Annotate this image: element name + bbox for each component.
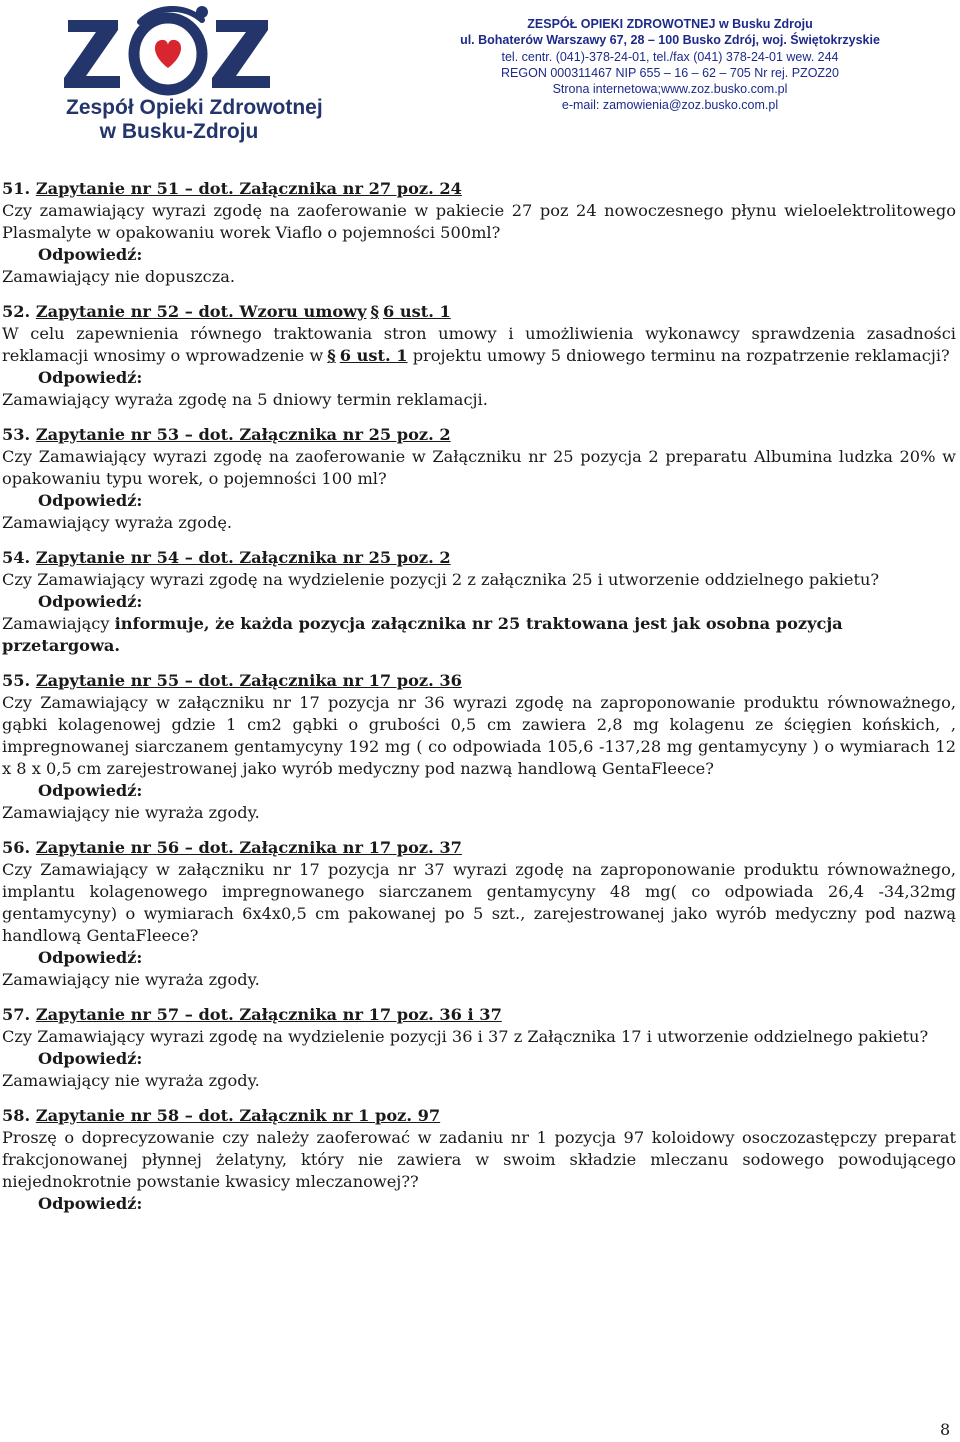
page-number: 8: [940, 1420, 951, 1439]
answer-text: Zamawiający nie wyraża zgody.: [2, 970, 260, 989]
question-title: 58. Zapytanie nr 58 – dot. Załącznik nr 1 poz. 97: [2, 1106, 441, 1125]
answer-label: Odpowiedź:: [38, 781, 143, 800]
institution-website[interactable]: Strona internetowa;www.zoz.busko.com.pl: [552, 82, 788, 97]
question-text: W celu zapewnienia równego traktowania stron umowy i umożliwienia wykonawcy sprawdzenia zasadności reklamacji wnosimy o wprowadzenie w § 6 ust. 1 projektu umowy 5 dniowego terminu na rozpatrzenie reklamacji?: [2, 324, 956, 365]
zoz-logo: [56, 2, 323, 148]
answer-label: Odpowiedź:: [38, 1194, 143, 1213]
institution-email[interactable]: e-mail: zamowienia@zoz.busko.com.pl: [561, 98, 779, 113]
question-text: Czy zamawiający wyrazi zgodę na zaoferowanie w pakiecie 27 poz 24 nowoczesnego płynu wieloelektrolitowego Plasmalyte w opakowaniu worek Viaflo o pojemności 500ml?: [2, 201, 956, 242]
answer-text: Zamawiający wyraża zgodę na 5 dniowy termin reklamacji.: [2, 390, 488, 409]
question-58: [2, 1105, 956, 1215]
document-body: [2, 178, 956, 1228]
institution-address: ul. Bohaterów Warszawy 67, 28 – 100 Busko Zdrój, woj. Świętokrzyskie: [460, 33, 880, 48]
institution-name: ZESPÓŁ OPIEKI ZDROWOTNEJ w Busku Zdroju: [527, 17, 813, 31]
answer-text: Zamawiający nie wyraża zgody.: [2, 803, 260, 822]
question-title: 57. Zapytanie nr 57 – dot. Załącznika nr 17 poz. 36 i 37: [2, 1005, 502, 1024]
section-symbol: §: [370, 302, 379, 321]
answer-text: Zamawiający informuje, że każda pozycja załącznika nr 25 traktowana jest jak osobna pozycja przetargowa.: [2, 614, 843, 655]
question-title: 54. Zapytanie nr 54 – dot. Załącznika nr 25 poz. 2: [2, 548, 451, 567]
question-title: 55. Zapytanie nr 55 – dot. Załącznika nr 17 poz. 36: [2, 671, 462, 690]
question-53: [2, 424, 956, 534]
question-54: [2, 547, 956, 657]
question-text: Proszę o doprecyzowanie czy należy zaoferować w zadaniu nr 1 pozycja 97 koloidowy osoczozastępczy preparat frakcjonowanej płynnej żelatyny, który nie zawiera w swoim składzie mleczanu sodowego powodującego niejednokrotnie powstanie kwasicy mleczanowej??: [2, 1128, 956, 1191]
question-text: Czy Zamawiający wyrazi zgodę na wydzielenie pozycji 2 z załącznika 25 i utworzenie oddzielnego pakietu?: [2, 570, 880, 589]
institution-details: [370, 16, 960, 114]
answer-label: Odpowiedź:: [38, 592, 143, 611]
question-55: [2, 670, 956, 824]
answer-text: Zamawiający wyraża zgodę.: [2, 513, 233, 532]
question-57: [2, 1004, 956, 1092]
answer-label: Odpowiedź:: [38, 1049, 143, 1068]
institution-phone: tel. centr. (041)-378-24-01, tel./fax (041) 378-24-01 wew. 244: [501, 49, 839, 64]
question-51: [2, 178, 956, 288]
question-title: 53. Zapytanie nr 53 – dot. Załącznika nr 25 poz. 2: [2, 425, 451, 444]
question-52: [2, 301, 956, 411]
answer-text: Zamawiający nie wyraża zgody.: [2, 1071, 260, 1090]
question-text: Czy Zamawiający w załączniku nr 17 pozycja nr 36 wyrazi zgodę na zaproponowanie produktu równoważnego, gąbki kolagenowej gdzie 1 cm2 gąbki o grubości 0,5 cm zawiera 2,8 mg kolagenu ze ścięgien końskich, , impregnowanej siarczanem gentamycyny 192 mg ( co odpowiada 105,6 -137,28 mg gentamycyny ) o wymiarach 12 x 8 x 0,5 cm zarejestrowanej jako wyrób medyczny pod nazwą handlową GentaFleece?: [2, 693, 956, 778]
logo-title: Zespół Opieki Zdrowotnej: [66, 96, 323, 119]
answer-label: Odpowiedź:: [38, 368, 143, 387]
answer-label: Odpowiedź:: [38, 491, 143, 510]
section-symbol: §: [327, 346, 336, 365]
answer-label: Odpowiedź:: [38, 948, 143, 967]
question-56: [2, 837, 956, 991]
page-header: [0, 0, 960, 150]
question-title: 51. Zapytanie nr 51 – dot. Załącznika nr 27 poz. 24: [2, 179, 462, 198]
zoz-logo-mark: [56, 2, 292, 98]
answer-label: Odpowiedź:: [38, 245, 143, 264]
question-text: Czy Zamawiający w załączniku nr 17 pozycja nr 37 wyrazi zgodę na zaproponowanie produktu równoważnego, implantu kolagenowego impregnowanego siarczanem gentamycyny 48 mg( co odpowiada 26,4 -34,32mg gentamycyny) o wymiarach 6x4x0,5 cm pakowanej po 5 szt., zarejestrowanej jako wyrób medyczny pod nazwą handlową GentaFleece?: [2, 860, 956, 945]
question-text: Czy Zamawiający wyrazi zgodę na zaoferowanie w Załączniku nr 25 pozycja 2 preparatu Albumina ludzka 20% w opakowaniu typu worek, o pojemności 100 ml?: [2, 447, 956, 488]
question-title: 56. Zapytanie nr 56 – dot. Załącznika nr 17 poz. 37: [2, 838, 462, 857]
logo-subtitle: w Busku-Zdroju: [99, 120, 259, 143]
institution-regon: REGON 000311467 NIP 655 – 16 – 62 – 705 Nr rej. PZOZ20: [501, 65, 839, 80]
question-text: Czy Zamawiający wyrazi zgodę na wydzielenie pozycji 36 i 37 z Załącznika 17 i utworzenie oddzielnego pakietu?: [2, 1027, 929, 1046]
question-title: 52. Zapytanie nr 52 – dot. Wzoru umowy § 6 ust. 1: [2, 302, 451, 321]
answer-text: Zamawiający nie dopuszcza.: [2, 267, 236, 286]
